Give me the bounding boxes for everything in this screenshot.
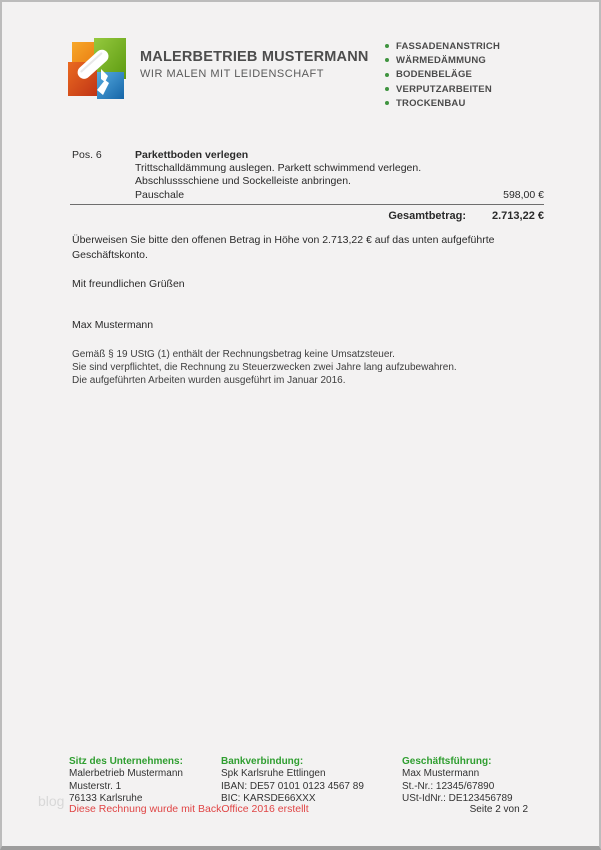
paint-roller-logo-icon [68, 38, 128, 102]
service-label: BODENBELÄGE [396, 69, 473, 81]
footer-line: IBAN: DE57 0101 0123 4567 89 [221, 780, 364, 792]
payment-note-line: Überweisen Sie bitte den offenen Betrag in Höhe von 2.713,22 € auf das unten aufgeführte [72, 234, 495, 246]
position-description-line: Abschlussschiene und Sockelleiste anbringen. [135, 175, 351, 188]
position-description-line: Trittschalldämmung auslegen. Parkett schwimmend verlegen. [135, 162, 422, 175]
service-bullet-icon [385, 87, 389, 91]
total-value: 2.713,22 € [492, 210, 544, 222]
total-label: Gesamtbetrag: [388, 210, 466, 222]
service-label: VERPUTZARBEITEN [396, 83, 492, 95]
footer-line: 76133 Karlsruhe [69, 793, 143, 805]
payment-note-line: Geschäftskonto. [72, 249, 148, 261]
legal-note-line: Die aufgeführten Arbeiten wurden ausgeführt im Januar 2016. [72, 375, 346, 387]
legal-note-line: Gemäß § 19 UStG (1) enthält der Rechnungsbetrag keine Umsatzsteuer. [72, 349, 395, 360]
company-name: MALERBETRIEB MUSTERMANN [140, 49, 369, 65]
service-label: FASSADENANSTRICH [396, 40, 501, 52]
company-logo [68, 38, 128, 102]
footer-line: USt-IdNr.: DE123456789 [402, 793, 513, 805]
position-details [135, 149, 421, 189]
generator-note: Diese Rechnung wurde mit BackOffice 2016 erstellt [69, 803, 309, 815]
total-divider [70, 204, 544, 205]
footer-heading: Bankverbindung: [221, 756, 304, 767]
price-label: Pauschale [135, 189, 185, 201]
price-row [135, 189, 544, 201]
invoice-position [72, 149, 421, 189]
payment-note [72, 233, 494, 263]
brand-block [140, 49, 369, 80]
footer-line: Spk Karlsruhe Ettlingen [221, 768, 326, 780]
footer-line: Max Mustermann [402, 768, 480, 780]
service-item [385, 96, 500, 110]
total-row [70, 210, 544, 222]
footer-line: St.-Nr.: 12345/67890 [402, 780, 495, 792]
position-number: Pos. 6 [72, 149, 102, 161]
blog-watermark: blog [38, 793, 65, 809]
footer-management [402, 756, 513, 806]
closing-line: Mit freundlichen Grüßen [72, 278, 185, 290]
service-item [385, 68, 500, 82]
service-bullet-icon [385, 73, 389, 77]
legal-notes [72, 348, 457, 388]
service-label: TROCKENBAU [396, 97, 466, 109]
page-indicator: Seite 2 von 2 [469, 804, 528, 815]
footer-line: BIC: KARSDE66XXX [221, 793, 316, 805]
footer-line: Malerbetrieb Mustermann [69, 768, 183, 780]
footer-heading: Geschäftsführung: [402, 756, 492, 767]
legal-note-line: Sie sind verpflichtet, die Rechnung zu Steuerzwecken zwei Jahre lang aufzubewahren. [72, 362, 457, 374]
footer-heading: Sitz des Unternehmens: [69, 756, 183, 767]
service-bullet-icon [385, 58, 389, 62]
footer-bank-details [221, 756, 364, 806]
footer-company-address [69, 756, 183, 806]
service-item [385, 82, 500, 96]
service-item [385, 39, 500, 53]
price-value: 598,00 € [503, 189, 544, 201]
service-label: WÄRMEDÄMMUNG [396, 54, 486, 66]
company-tagline: WIR MALEN MIT LEIDENSCHAFT [140, 68, 324, 80]
position-title: Parkettboden verlegen [135, 149, 249, 161]
service-item [385, 53, 500, 67]
service-bullet-icon [385, 101, 389, 105]
signature-name: Max Mustermann [72, 319, 154, 331]
services-list [385, 39, 500, 110]
footer-line: Musterstr. 1 [69, 780, 122, 792]
service-bullet-icon [385, 44, 389, 48]
